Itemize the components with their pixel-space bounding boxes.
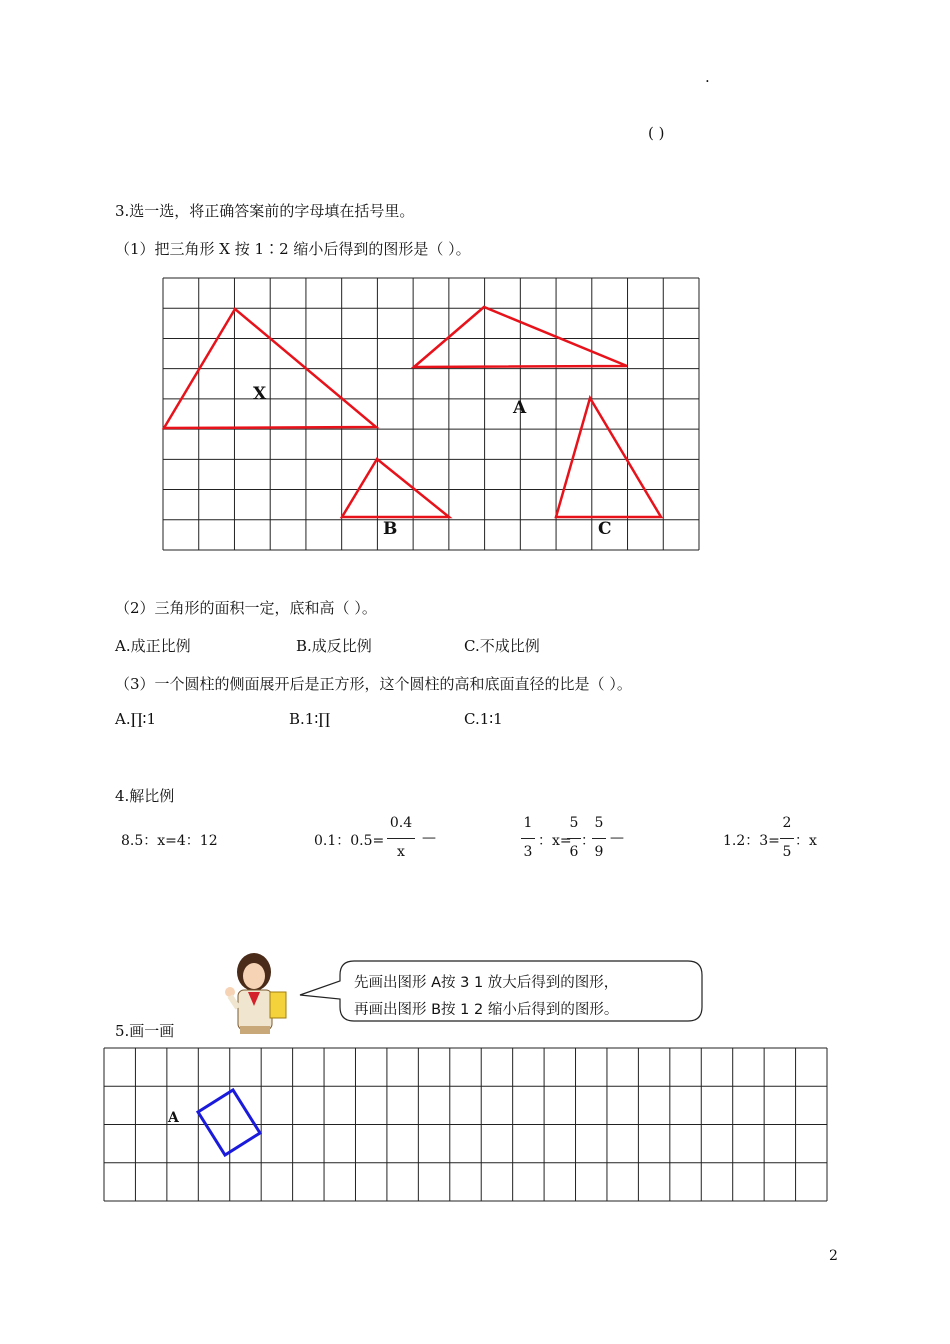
- q5-grid-lines: [104, 1048, 827, 1201]
- label-x: X: [253, 384, 267, 404]
- label-square-a: A: [168, 1110, 179, 1126]
- page-number: 2: [829, 1248, 838, 1264]
- q3-p3-option-a: A.∏∶1: [115, 710, 156, 728]
- answer-paren: ( ): [648, 124, 665, 142]
- label-c: C: [598, 519, 612, 539]
- bubble-line-2: 再画出图形 B按 1 2 缩小后得到的图形。: [354, 1002, 619, 1018]
- equation-2-left: 0.1：0.5=: [314, 833, 385, 849]
- q5-title: 5.画一画: [115, 1022, 175, 1040]
- equation-3-f3-numerator: 5: [594, 815, 604, 831]
- equation-4-tail: ：x: [795, 833, 817, 849]
- q3-p3-option-c: C.1∶1: [464, 710, 503, 728]
- q3-part2: （2）三角形的面积一定，底和高（ ）。: [115, 599, 377, 617]
- equation-3-f2-numerator: 5: [569, 815, 579, 831]
- equation-4-numerator: 2: [782, 815, 792, 831]
- equation-3-f1-denominator: 3: [523, 844, 533, 860]
- equation-4-denominator: 5: [782, 844, 792, 860]
- equation-3-f3-denominator: 9: [594, 844, 604, 860]
- equation-3-mid: ：x=: [538, 833, 572, 849]
- square-a: [198, 1090, 260, 1155]
- q3-p2-option-b: B.成反比例: [296, 637, 372, 655]
- q3-part3: （3）一个圆柱的侧面展开后是正方形，这个圆柱的高和底面直径的比是（ ）。: [115, 675, 632, 693]
- q3-part1: （1）把三角形 X 按 1∶2 缩小后得到的图形是（ ）。: [115, 240, 471, 258]
- equation-3-f2-denominator: 6: [569, 844, 579, 860]
- equation-4-left: 1.2：3=: [723, 833, 780, 849]
- equation-3-sep: ：: [581, 833, 595, 849]
- equation-3-tail: —: [610, 830, 624, 846]
- equation-1: 8.5：x=4：12: [121, 833, 218, 849]
- q3-title: 3.选一选，将正确答案前的字母填在括号里。: [115, 202, 415, 220]
- q4-title: 4.解比例: [115, 787, 175, 805]
- bubble-line-1: 先画出图形 A按 3 1 放大后得到的图形，: [354, 975, 619, 991]
- label-a: A: [513, 398, 527, 418]
- q3-p2-option-c: C.不成比例: [464, 637, 540, 655]
- equation-3-f1-numerator: 1: [523, 815, 533, 831]
- label-b: B: [383, 519, 398, 539]
- top-dot: .: [705, 68, 710, 86]
- equation-2-numerator: 0.4: [389, 815, 413, 831]
- q3-p3-option-b: B.1∶∏: [289, 710, 331, 728]
- equation-2-denominator: x: [397, 844, 405, 860]
- equation-2-tail: —: [422, 830, 436, 846]
- q3-p2-option-a: A.成正比例: [115, 637, 191, 655]
